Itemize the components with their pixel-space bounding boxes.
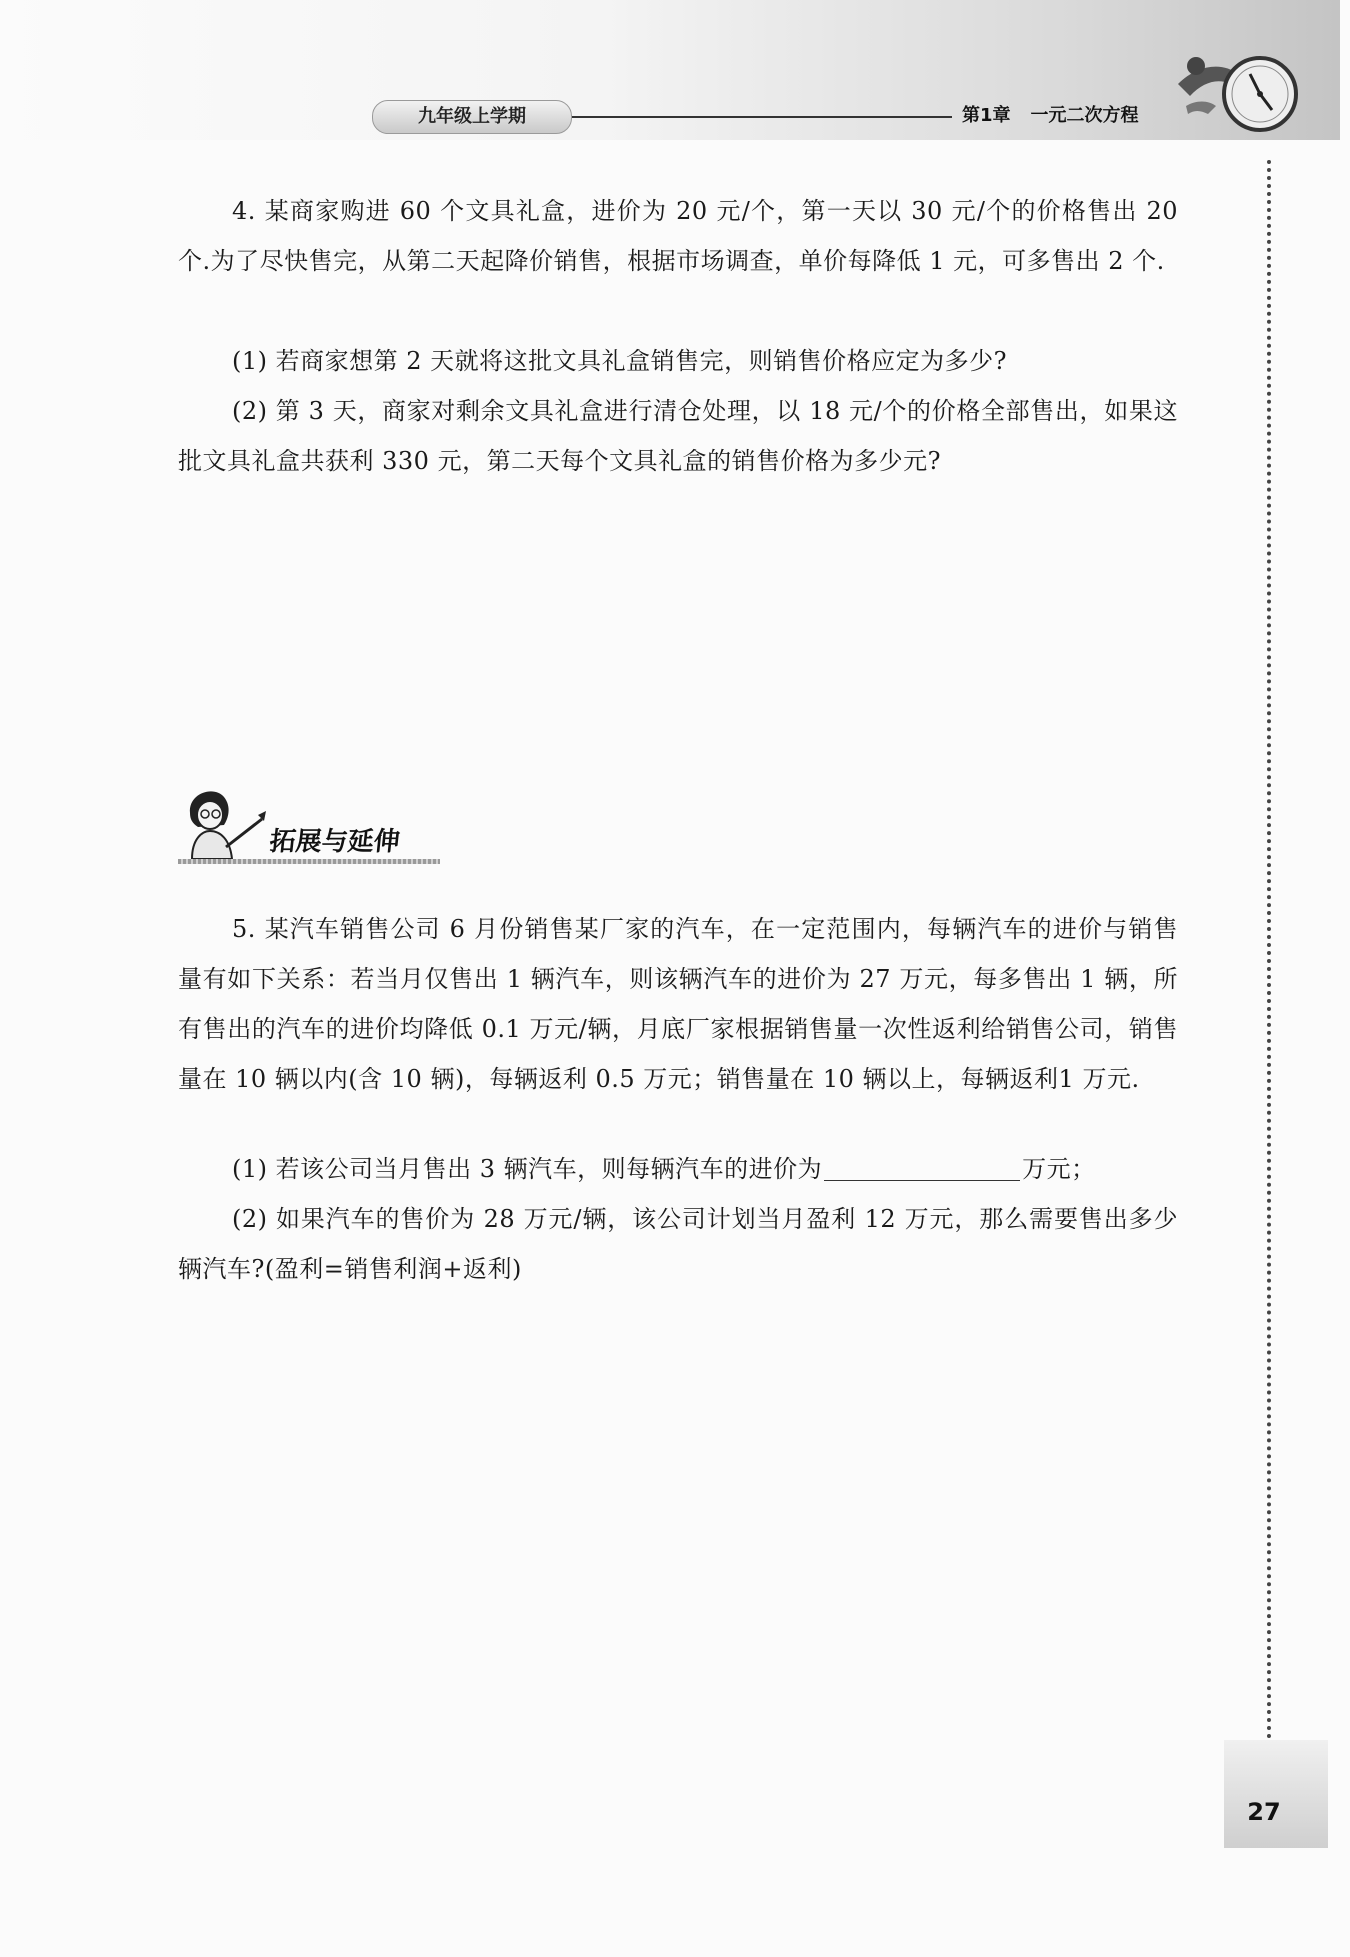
teacher-pointer-icon — [178, 785, 268, 859]
answer-blank[interactable] — [824, 1156, 1020, 1181]
page-number: 27 — [1247, 1798, 1281, 1826]
section-title: 拓展与延伸 — [268, 827, 402, 857]
problem-5-part-1-unit: 万元； — [1022, 1155, 1096, 1183]
dotted-page-edge — [1267, 160, 1271, 1740]
problem-4-part-2: (2) 第 3 天，商家对剩余文具礼盒进行清仓处理，以 18 元/个的价格全部售出，如果这批文具礼盒共获利 330 元，第二天每个文具礼盒的销售价格为多少元? — [178, 397, 1178, 475]
problem-5-part-1-text: (1) 若该公司当月售出 3 辆汽车，则每辆汽车的进价为 — [232, 1155, 823, 1183]
chapter-heading — [962, 100, 1139, 132]
problem-4-part-1: (1) 若商家想第 2 天就将这批文具礼盒销售完，则销售价格应定为多少? — [232, 347, 1008, 375]
grade-label: 九年级上学期 — [372, 100, 572, 134]
problem-5-stem: 5. 某汽车销售公司 6 月份销售某厂家的汽车，在一定范围内，每辆汽车的进价与销售量有如下关系：若当月仅售出 1 辆汽车，则该辆汽车的进价为 27 万元，每多售出 1 辆，所有售出的汽车的进价均降低 0.1 万元/辆，月底厂家根据销售量一次性返利给销售公司，销售量在 10 辆以内(含 10 辆)，每辆返利 0.5 万元；销售量在 10 辆以上，每辆返利1 万元. — [178, 915, 1178, 1093]
header-band — [0, 0, 1340, 140]
header-rule — [572, 116, 952, 118]
chapter-title: 一元二次方程 — [1030, 105, 1139, 126]
page-tab — [1224, 1740, 1328, 1848]
problem-5-part-2: (2) 如果汽车的售价为 28 万元/辆，该公司计划当月盈利 12 万元，那么需要售出多少辆汽车?(盈利=销售利润+返利) — [178, 1205, 1178, 1283]
section-heading — [178, 785, 440, 865]
section-underline — [178, 859, 440, 864]
compass-runner-icon — [1168, 44, 1308, 144]
chapter-number: 第1章 — [962, 105, 1011, 126]
problem-5-part-1 — [178, 1144, 1178, 1194]
problem-4-stem: 4. 某商家购进 60 个文具礼盒，进价为 20 元/个，第一天以 30 元/个的价格售出 20 个.为了尽快售完，从第二天起降价销售，根据市场调查，单价每降低 1 元，可多售出 2 个. — [178, 197, 1178, 275]
